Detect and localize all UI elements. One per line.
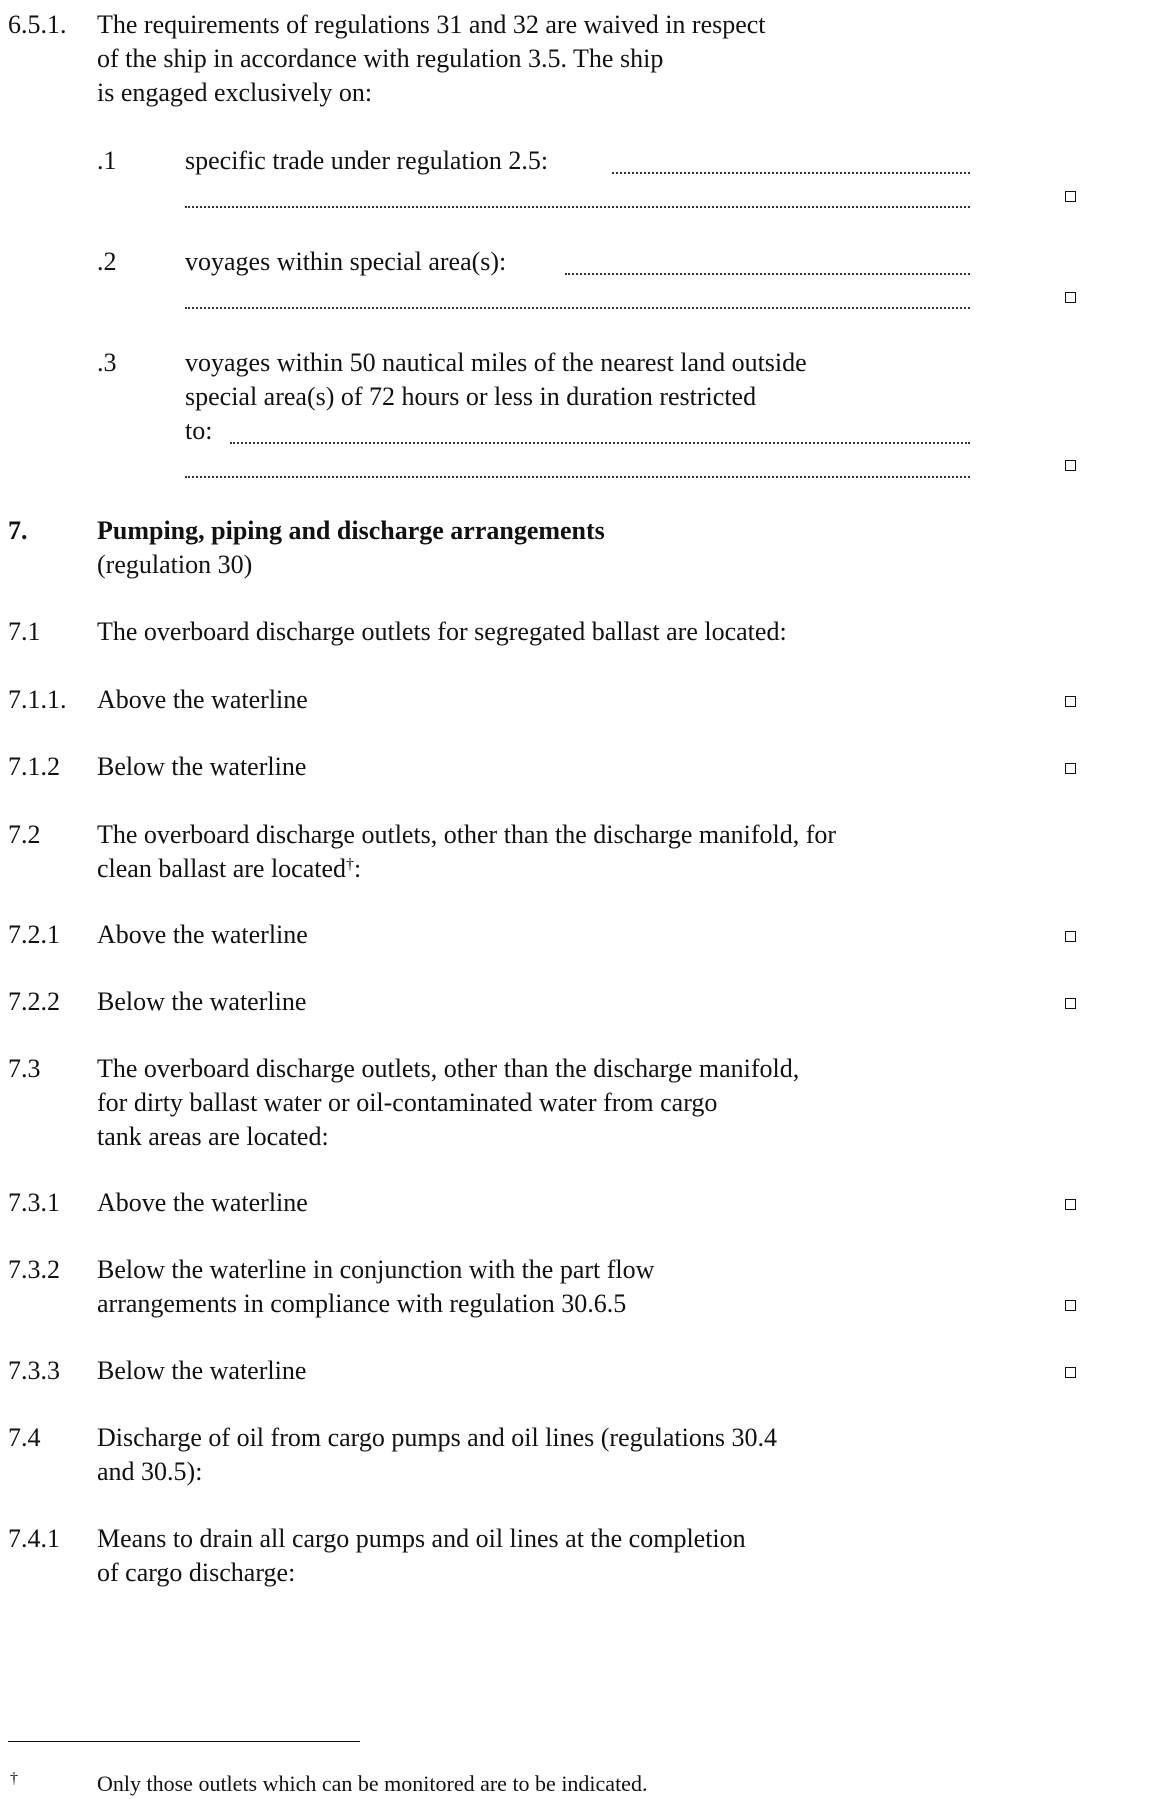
checkbox-7-2-1[interactable] xyxy=(1065,931,1076,942)
checkbox-7-1-1[interactable] xyxy=(1065,696,1076,707)
section-text: Below the waterline xyxy=(97,752,307,781)
item-text-special-areas: voyages within special area(s): xyxy=(185,247,507,276)
section-number-7-3-3: 7.3.3 xyxy=(8,1356,60,1385)
section-text-line: Means to drain all cargo pumps and oil lines at the completion xyxy=(97,1524,746,1553)
checkbox-specific-trade[interactable] xyxy=(1065,191,1076,202)
fill-in-line[interactable] xyxy=(185,307,970,309)
section-number-7-2-2: 7.2.2 xyxy=(8,987,60,1016)
item-text-specific-trade: specific trade under regulation 2.5: xyxy=(185,146,549,175)
section-text: Below the waterline xyxy=(97,987,307,1016)
section-number-6-5-1: 6.5.1. xyxy=(8,10,67,39)
section-text-line: tank areas are located: xyxy=(97,1122,329,1151)
section-number-7-1: 7.1 xyxy=(8,617,41,646)
item-number-1: .1 xyxy=(97,146,117,175)
item-text-line: voyages within 50 nautical miles of the nearest land outside xyxy=(185,348,807,377)
section-heading-reference: (regulation 30) xyxy=(97,550,253,579)
section-number-7-1-1: 7.1.1. xyxy=(8,685,67,714)
item-text-line: special area(s) of 72 hours or less in duration restricted xyxy=(185,382,757,411)
section-text-line: of the ship in accordance with regulation 3.5. The ship xyxy=(97,44,664,73)
item-text-line: to: xyxy=(185,416,213,445)
fill-in-line[interactable] xyxy=(612,172,970,174)
footnote-mark: † xyxy=(10,1770,18,1787)
section-number-7-3: 7.3 xyxy=(8,1054,41,1083)
section-text-line: Below the waterline in conjunction with the part flow xyxy=(97,1255,655,1284)
section-number-7-4-1: 7.4.1 xyxy=(8,1524,60,1553)
section-text: Above the waterline xyxy=(97,1188,308,1217)
item-number-2: .2 xyxy=(97,247,117,276)
checkbox-50-nautical-miles[interactable] xyxy=(1065,460,1076,471)
section-text-line: is engaged exclusively on: xyxy=(97,78,373,107)
checkbox-7-3-3[interactable] xyxy=(1065,1367,1076,1378)
section-text-line: The overboard discharge outlets, other than the discharge manifold, xyxy=(97,1054,800,1083)
checkbox-7-1-2[interactable] xyxy=(1065,763,1076,774)
section-text-line: Discharge of oil from cargo pumps and oil lines (regulations 30.4 xyxy=(97,1423,777,1452)
section-text-line: and 30.5): xyxy=(97,1457,203,1486)
checkbox-7-2-2[interactable] xyxy=(1065,998,1076,1009)
fill-in-line[interactable] xyxy=(230,442,970,444)
section-text-line: for dirty ballast water or oil-contaminated water from cargo xyxy=(97,1088,718,1117)
section-text-line xyxy=(97,852,361,886)
item-number-3: .3 xyxy=(97,348,117,377)
section-text-line: The requirements of regulations 31 and 32 are waived in respect xyxy=(97,10,766,39)
section-text-line: The overboard discharge outlets, other than the discharge manifold, for xyxy=(97,820,837,849)
section-number-7-3-1: 7.3.1 xyxy=(8,1188,60,1217)
fill-in-line[interactable] xyxy=(185,206,970,208)
footnote-reference: † xyxy=(346,856,355,873)
section-text: Above the waterline xyxy=(97,685,308,714)
section-text: Above the waterline xyxy=(97,920,308,949)
section-text: Below the waterline xyxy=(97,1356,307,1385)
fill-in-line[interactable] xyxy=(185,476,970,478)
section-number-7-1-2: 7.1.2 xyxy=(8,752,60,781)
section-text-fragment: : xyxy=(354,854,362,883)
section-text-line: of cargo discharge: xyxy=(97,1558,296,1587)
section-number-7-2-1: 7.2.1 xyxy=(8,920,60,949)
section-heading: Pumping, piping and discharge arrangements xyxy=(97,516,605,545)
section-number-7-3-2: 7.3.2 xyxy=(8,1255,60,1284)
fill-in-line[interactable] xyxy=(565,273,970,275)
section-text-fragment: clean ballast are located xyxy=(97,854,347,883)
footnote-separator xyxy=(8,1741,360,1742)
footnote-text: Only those outlets which can be monitored are to be indicated. xyxy=(97,1771,648,1796)
section-text-line: arrangements in compliance with regulation 30.6.5 xyxy=(97,1289,627,1318)
section-text: The overboard discharge outlets for segregated ballast are located: xyxy=(97,617,787,646)
section-number-7-4: 7.4 xyxy=(8,1423,41,1452)
section-number-7: 7. xyxy=(8,516,28,545)
section-number-7-2: 7.2 xyxy=(8,820,41,849)
checkbox-7-3-2[interactable] xyxy=(1065,1300,1076,1311)
checkbox-special-areas[interactable] xyxy=(1065,292,1076,303)
checkbox-7-3-1[interactable] xyxy=(1065,1199,1076,1210)
